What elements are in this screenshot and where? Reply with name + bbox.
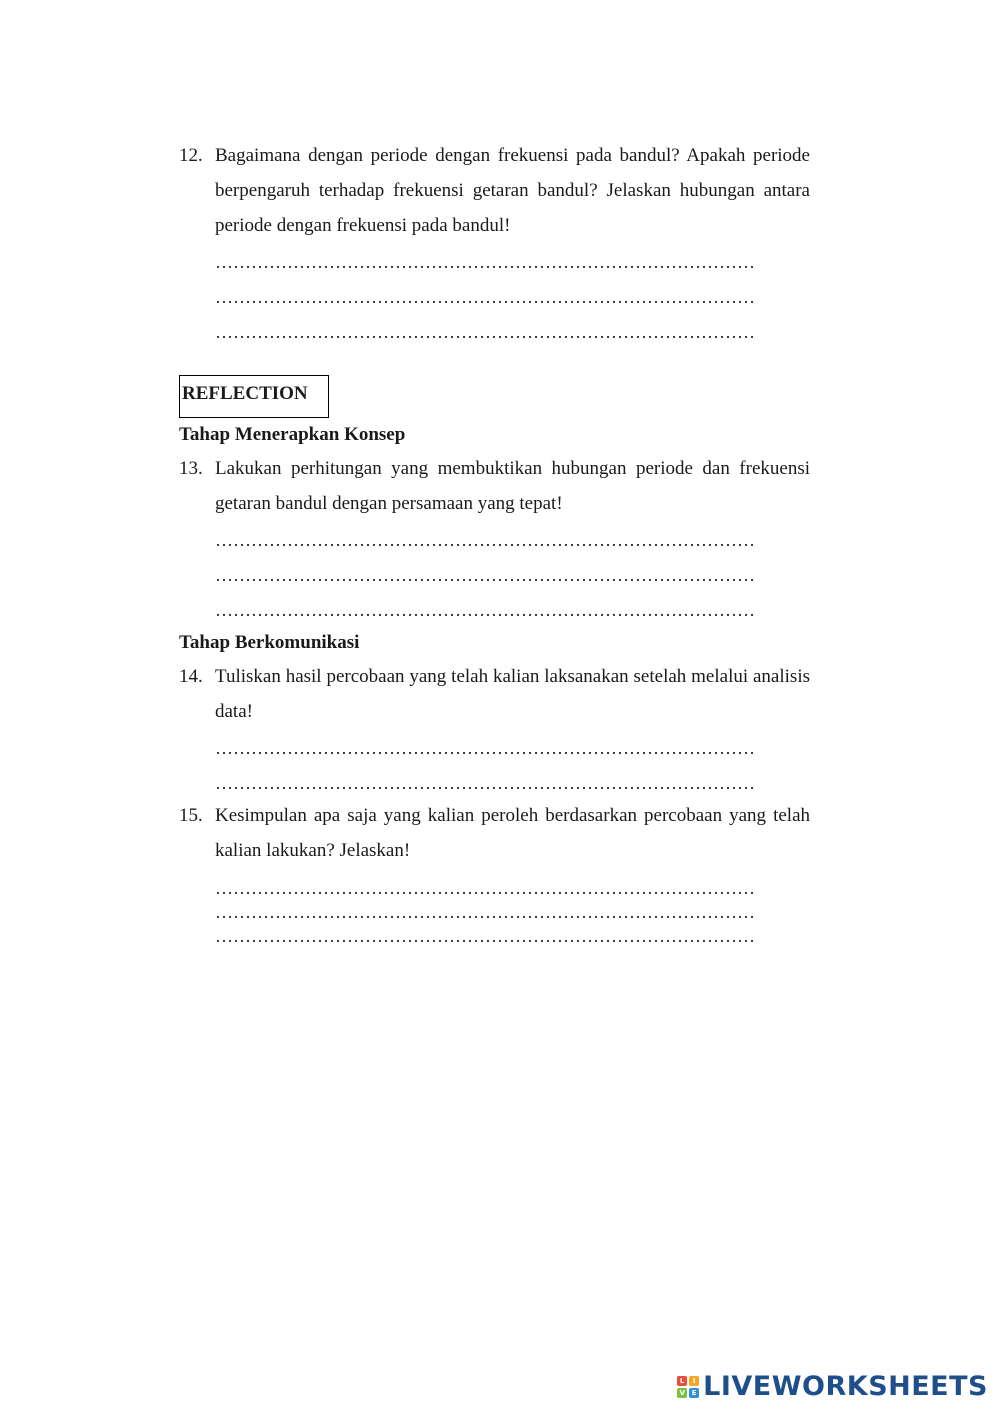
question-12 <box>179 138 810 243</box>
question-number: 12. <box>179 145 203 166</box>
logo-mark-icon <box>677 1376 699 1398</box>
logo-letter: L <box>677 1376 687 1386</box>
logo-text: LIVEWORKSHEETS <box>703 1371 988 1402</box>
question-number: 15. <box>179 805 203 826</box>
logo-letter: E <box>689 1388 699 1398</box>
answer-line[interactable]: ……………………………………………………………………………… <box>215 287 755 307</box>
answer-lines-12[interactable] <box>215 245 815 350</box>
answer-lines-15[interactable] <box>215 876 815 948</box>
question-text: Lakukan perhitungan yang membuktikan hubungan periode dan frekuensi getaran bandul dengan persamaan yang tepat! <box>215 458 810 514</box>
answer-line[interactable]: ……………………………………………………………………………… <box>215 530 755 550</box>
reflection-label: REFLECTION <box>179 375 329 418</box>
question-number: 14. <box>179 666 203 687</box>
answer-line[interactable]: ……………………………………………………………………………… <box>215 773 755 793</box>
section-title-berkomunikasi: Tahap Berkomunikasi <box>179 632 360 653</box>
logo-letter: V <box>677 1388 687 1398</box>
question-text: Bagaimana dengan periode dengan frekuensi pada bandul? Apakah periode berpengaruh terhadap frekuensi getaran bandul? Jelaskan hubungan antara periode dengan frekuensi pada bandul! <box>215 145 810 236</box>
liveworksheets-logo <box>677 1371 988 1402</box>
answer-line[interactable]: ……………………………………………………………………………… <box>215 252 755 272</box>
answer-line[interactable]: ……………………………………………………………………………… <box>215 902 755 922</box>
section-title-menerapkan-konsep: Tahap Menerapkan Konsep <box>179 424 406 445</box>
answer-line[interactable]: ……………………………………………………………………………… <box>215 565 755 585</box>
logo-letter: I <box>689 1376 699 1386</box>
answer-line[interactable]: ……………………………………………………………………………… <box>215 600 755 620</box>
answer-line[interactable]: ……………………………………………………………………………… <box>215 878 755 898</box>
answer-lines-13[interactable] <box>215 523 815 628</box>
question-number: 13. <box>179 458 203 479</box>
question-13 <box>179 451 810 521</box>
answer-line[interactable]: ……………………………………………………………………………… <box>215 926 755 946</box>
answer-lines-14[interactable] <box>215 731 815 801</box>
question-14 <box>179 659 810 729</box>
question-text: Kesimpulan apa saja yang kalian peroleh berdasarkan percobaan yang telah kalian lakukan? Jelaskan! <box>215 805 810 861</box>
answer-line[interactable]: ……………………………………………………………………………… <box>215 322 755 342</box>
question-text: Tuliskan hasil percobaan yang telah kalian laksanakan setelah melalui analisis data! <box>215 666 810 722</box>
question-15 <box>179 798 810 868</box>
answer-line[interactable]: ……………………………………………………………………………… <box>215 738 755 758</box>
